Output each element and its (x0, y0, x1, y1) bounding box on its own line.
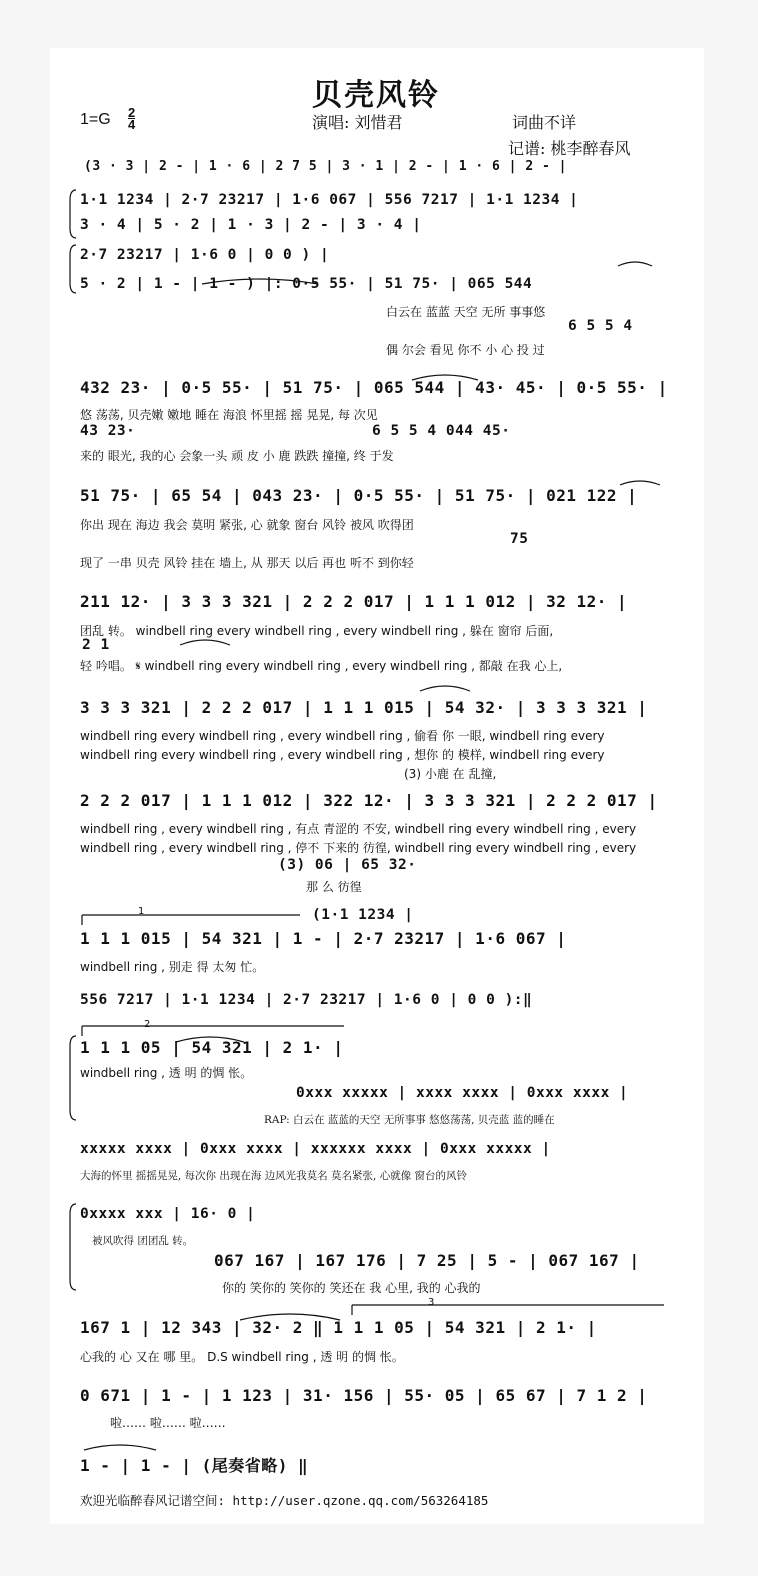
notation-line: 2 2 2 017 | 1 1 1 012 | 322 12· | 3 3 3 321 | 2 2 2 017 | (80, 791, 658, 810)
lyric-line: 心我的 心 又在 哪 里。 D.S windbell ring , 透 明 的惆 怅。 (80, 1350, 404, 1364)
notation-line: 6 5 5 4 (568, 318, 633, 334)
notation-line: 6 5 5 4 044 45· (372, 423, 511, 439)
song-title: 贝壳风铃 (312, 78, 440, 113)
notation-line: 0xxxx xxx | 16· 0 | (80, 1206, 256, 1222)
time-numerator: 2 (128, 105, 136, 120)
key-signature: 1=G (80, 111, 111, 128)
slur (420, 686, 470, 691)
notation-line: 167 1 | 12 343 | 32· 2 ‖ 1 1 1 05 | 54 321 | 2 1· | (80, 1318, 597, 1337)
notation-line: xxxxx xxxx | 0xxx xxxx | xxxxxx xxxx | 0xxx xxxxx | (80, 1141, 551, 1157)
lyric-line: windbell ring every windbell ring , every windbell ring , 想你 的 模样, windbell ring every (80, 748, 605, 762)
notation-line: 75 (510, 531, 529, 547)
notation-line: 2 1 (82, 637, 110, 653)
rap-line: RAP: 白云在 蓝蓝的天空 无所事事 悠悠荡荡, 贝壳蓝 蓝的睡在 (264, 1114, 555, 1126)
system-bracket (70, 1036, 76, 1120)
notation-line: 1·1 1234 | 2·7 23217 | 1·6 067 | 556 7217 | 1·1 1234 | (80, 192, 579, 208)
lyric-line: 那 么 彷徨 (306, 880, 362, 894)
system-bracket (70, 190, 76, 238)
notation-line: 5 · 2 | 1 - | 1 - ) |: 0·5 55· | 51 75· | 065 544 (80, 276, 533, 292)
lyric-line: 你出 现在 海边 我会 莫明 紧张, 心 就象 窗台 风铃 被风 吹得团 (80, 518, 414, 532)
lyric-line: windbell ring , every windbell ring , 停不 下来的 彷徨, windbell ring every windbell ring , every (80, 841, 637, 855)
lyric-line: 你的 笑你的 笑你的 笑还在 我 心里, 我的 心我的 (222, 1281, 481, 1295)
lyric-line: 现了 一串 贝壳 风铃 挂在 墙上, 从 那天 以后 再也 听不 到你轻 (80, 556, 414, 570)
notation-line: 2·7 23217 | 1·6 0 | 0 0 ) | (80, 247, 330, 263)
rap-line: 大海的怀里 摇摇晃晃, 每次你 出现在海 边风光我莫名 莫名紧张, 心就像 窗台的风铃 (80, 1170, 468, 1182)
lyric-line: 悠 荡荡, 贝壳嫩 嫩地 睡在 海浪 怀里摇 摇 晃晃, 每 次见 (80, 408, 378, 422)
transcriber: 记谱: 桃李醉春风 (508, 139, 631, 158)
slur (84, 1445, 156, 1450)
rap-line: 被风吹得 团团乱 转。 (92, 1235, 194, 1247)
singer: 演唱: 刘惜君 (312, 113, 403, 132)
notation-line: 1 1 1 05 | 54 321 | 2 1· | (80, 1038, 344, 1057)
lyric-line: 团乱 转。 windbell ring every windbell ring , every windbell ring , 躲在 窗帘 后面, (80, 624, 554, 638)
notation-line: 067 167 | 167 176 | 7 25 | 5 - | 067 167 | (214, 1251, 640, 1270)
volta-1-label: 1 (138, 906, 145, 917)
notation-line: 556 7217 | 1·1 1234 | 2·7 23217 | 1·6 0 | 0 0 ):‖ (80, 992, 533, 1008)
slur (618, 262, 652, 266)
lyric-line: 轻 吟唱。 𝄋 windbell ring every windbell ring , every windbell ring , 都敲 在我 心上, (80, 659, 563, 673)
lyric-line: windbell ring , 别走 得 太匆 忙。 (80, 960, 265, 974)
notation-line: 3 3 3 321 | 2 2 2 017 | 1 1 1 015 | 54 32· | 3 3 3 321 | (80, 698, 648, 717)
slur (202, 279, 318, 284)
lyric-line: 偶 尔会 看见 你不 小 心 投 过 (386, 343, 545, 357)
notation-line: 211 12· | 3 3 3 321 | 2 2 2 017 | 1 1 1 012 | 32 12· | (80, 592, 628, 611)
slur (176, 1037, 244, 1042)
notation-line: 432 23· | 0·5 55· | 51 75· | 065 544 | 43· 45· | 0·5 55· | (80, 378, 668, 397)
notation-line: 0 671 | 1 - | 1 123 | 31· 156 | 55· 05 | 65 67 | 7 1 2 | (80, 1386, 648, 1405)
time-denominator: 4 (128, 117, 136, 132)
lyric-line: windbell ring , every windbell ring , 有点 青涩的 不安, windbell ring every windbell ring , every (80, 822, 637, 836)
notation-line: 43 23· (80, 423, 136, 439)
lyric-line: 来的 眼光, 我的心 会象一头 顽 皮 小 鹿 跌跌 撞撞, 终 于发 (80, 449, 394, 463)
lyric-line: 白云在 蓝蓝 天空 无所 事事悠 (386, 305, 546, 319)
slur (180, 640, 230, 645)
lyric-line: windbell ring every windbell ring , every windbell ring , 偷看 你 一眼, windbell ring every (80, 729, 605, 743)
volta-2-label: 2 (144, 1019, 151, 1030)
lyric-line: (3) 小鹿 在 乱撞, (404, 767, 497, 781)
notation-line: 1 1 1 015 | 54 321 | 1 - | 2·7 23217 | 1·6 067 | (80, 929, 567, 948)
notation-line: 3 · 4 | 5 · 2 | 1 · 3 | 2 - | 3 · 4 | (80, 217, 422, 233)
notation-line: 1 - | 1 - | (尾奏省略) ‖ (80, 1456, 309, 1475)
volta-3-label: 3 (428, 1297, 435, 1308)
system-bracket (70, 1204, 76, 1290)
system-bracket (70, 245, 76, 293)
notation-line: (3) 06 | 65 32· (278, 857, 417, 873)
footer-note: 欢迎光临醉春风记谱空间: http://user.qzone.qq.com/563264185 (80, 1493, 489, 1508)
notation-line: 0xxx xxxxx | xxxx xxxx | 0xxx xxxx | (296, 1085, 629, 1101)
lyric-line: windbell ring , 透 明 的惆 怅。 (80, 1066, 253, 1080)
credits: 词曲不详 (512, 113, 577, 132)
lyric-line: 啦…… 啦…… 啦…… (110, 1416, 226, 1430)
notation-line: 51 75· | 65 54 | 043 23· | 0·5 55· | 51 75· | 021 122 | (80, 486, 638, 505)
notation-line: (3 · 3 | 2 - | 1 · 6 | 2 7 5 | 3 · 1 | 2 - | 1 · 6 | 2 - | (84, 159, 567, 174)
slur (412, 375, 478, 380)
notation-line: (1·1 1234 | (312, 907, 414, 923)
slur (620, 481, 660, 485)
slur (240, 1314, 340, 1320)
